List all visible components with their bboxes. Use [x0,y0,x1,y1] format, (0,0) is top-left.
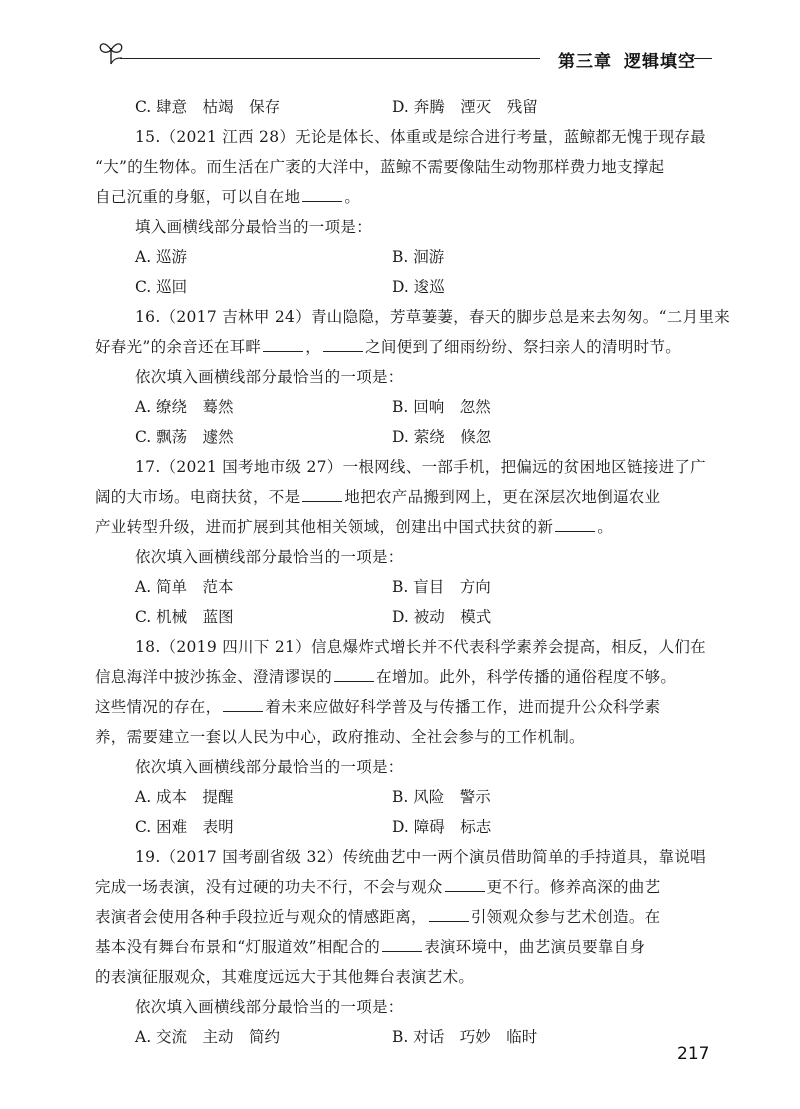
line-text: 16.（2017 吉林甲 24）青山隐隐，芳草萋萋，春天的脚步总是来去匆匆。“二月里来 [135,308,730,326]
text-line [95,182,680,212]
option-left: A. 交流 主动 简约 [135,1028,281,1046]
line-text: 产业转型升级，进而扩展到其他相关领域，创建出中国式扶贫的新 [95,518,554,536]
line-text: 表演者会使用各种手段拉近与观众的情感距离， [95,908,427,926]
text-line [95,872,680,902]
option-row [135,782,680,812]
fill-blank [302,487,342,502]
line-text: 地把农产品搬到网上，更在深层次地倒逼农业 [344,488,661,506]
text-line [135,362,680,392]
option-left: A. 巡游 [135,248,188,266]
option-left: C. 机械 蓝图 [135,608,234,626]
option-row [135,572,680,602]
header-rule-right [694,58,712,59]
option-right: D. 被动 模式 [392,608,492,626]
option-right: B. 回响 忽然 [392,398,491,416]
text-line [95,332,680,362]
line-text: 之间便到了细雨纷纷、祭扫亲人的清明时节。 [365,338,682,356]
option-right: B. 盲目 方向 [392,578,491,596]
text-line [135,632,706,662]
line-text: 填入画横线部分最恰当的一项是： [135,218,373,236]
fill-blank [555,517,595,532]
option-left: A. 缭绕 蓦然 [135,398,234,416]
option-row [135,812,680,842]
line-text: 依次填入画横线部分最恰当的一项是： [135,368,404,386]
option-right: B. 风险 警示 [392,788,491,806]
option-left: A. 简单 范本 [135,578,234,596]
line-text: 19.（2017 国考副省级 32）传统曲艺中一两个演员借助简单的手持道具，靠说唱 [135,848,706,866]
fill-blank [263,337,303,352]
option-row [135,242,680,272]
text-line [95,512,680,542]
text-line [95,902,680,932]
header-rule-left [120,58,540,59]
fill-blank [382,937,422,952]
page-body [95,92,730,1052]
option-right: D. 障碍 标志 [392,818,492,836]
line-text: 。 [597,518,614,536]
option-right: B. 对话 巧妙 临时 [392,1028,538,1046]
fill-blank [334,667,374,682]
fill-blank [323,337,363,352]
line-text: 这些情况的存在， [95,698,222,716]
line-text: 表演环境中，曲艺演员要靠自身 [424,938,646,956]
text-line [135,452,706,482]
text-line [95,662,680,692]
fill-blank [223,697,263,712]
line-text: 着未来应做好科学普及与传播工作，进而提升公众科学素 [265,698,661,716]
line-text: 在增加。此外，科学传播的通俗程度不够。 [376,668,677,686]
line-text: 。 [344,188,361,206]
option-row [135,422,680,452]
sprout-icon [96,36,126,66]
option-left: A. 成本 提醒 [135,788,234,806]
line-text: 完成一场表演，没有过硬的功夫不行，不会与观众 [95,878,443,896]
chapter-header [558,47,696,72]
text-line [95,152,680,182]
line-text: 依次填入画横线部分最恰当的一项是： [135,548,404,566]
text-line [95,482,680,512]
line-text: 引领观众参与艺术创造。在 [470,908,661,926]
line-text: 17.（2021 国考地市级 27）一根网线、一部手机，把偏远的贫困地区链接进了广 [135,458,706,476]
text-line [135,542,680,572]
line-text: 信息海洋中披沙拣金、澄清谬误的 [95,668,333,686]
option-left: C. 飘荡 遽然 [135,428,234,446]
option-row [135,92,680,122]
line-text: 基本没有舞台布景和“灯服道效”相配合的 [95,938,381,956]
fill-blank [429,907,469,922]
option-left: C. 巡回 [135,278,188,296]
page-number: 217 [677,1044,710,1064]
text-line [95,932,680,962]
text-line [135,752,680,782]
line-text: 的表演征服观众，其难度远远大于其他舞台表演艺术。 [95,968,475,986]
line-text: 好春光”的余音还在耳畔 [95,338,262,356]
text-line [135,992,680,1022]
option-right: D. 萦绕 倏忽 [392,428,492,446]
option-left: C. 困难 表明 [135,818,234,836]
text-line [135,122,706,152]
option-row [135,602,680,632]
option-right: B. 洄游 [392,248,445,266]
line-text: 依次填入画横线部分最恰当的一项是： [135,998,404,1016]
text-line [135,212,680,242]
text-line [95,722,680,752]
option-left: C. 肆意 枯竭 保存 [135,98,281,116]
fill-blank [302,187,342,202]
option-right: D. 逡巡 [392,278,445,296]
text-line [95,692,680,722]
text-line [135,302,730,332]
option-row [135,272,680,302]
line-text: “大”的生物体。而生活在广袤的大洋中，蓝鲸不需要像陆生动物那样费力地支撑起 [95,158,665,176]
line-text: 阔的大市场。电商扶贫，不是 [95,488,301,506]
option-row [135,392,680,422]
line-text: 更不行。修养高深的曲艺 [486,878,661,896]
line-text: 养，需要建立一套以人民为中心，政府推动、全社会参与的工作机制。 [95,728,585,746]
option-row [135,1022,680,1052]
line-text: 15.（2021 江西 28）无论是体长、体重或是综合进行考量，蓝鲸都无愧于现存最 [135,128,706,146]
text-line [135,842,706,872]
line-text: ， [305,338,322,356]
section-label: 逻辑填空 [624,52,696,72]
fill-blank [445,877,485,892]
option-right: D. 奔腾 湮灭 残留 [392,98,538,116]
text-line [95,962,680,992]
chapter-label: 第三章 [558,52,612,72]
line-text: 自己沉重的身躯，可以自在地 [95,188,301,206]
line-text: 依次填入画横线部分最恰当的一项是： [135,758,404,776]
line-text: 18.（2019 四川下 21）信息爆炸式增长并不代表科学素养会提高，相反，人们在 [135,638,706,656]
